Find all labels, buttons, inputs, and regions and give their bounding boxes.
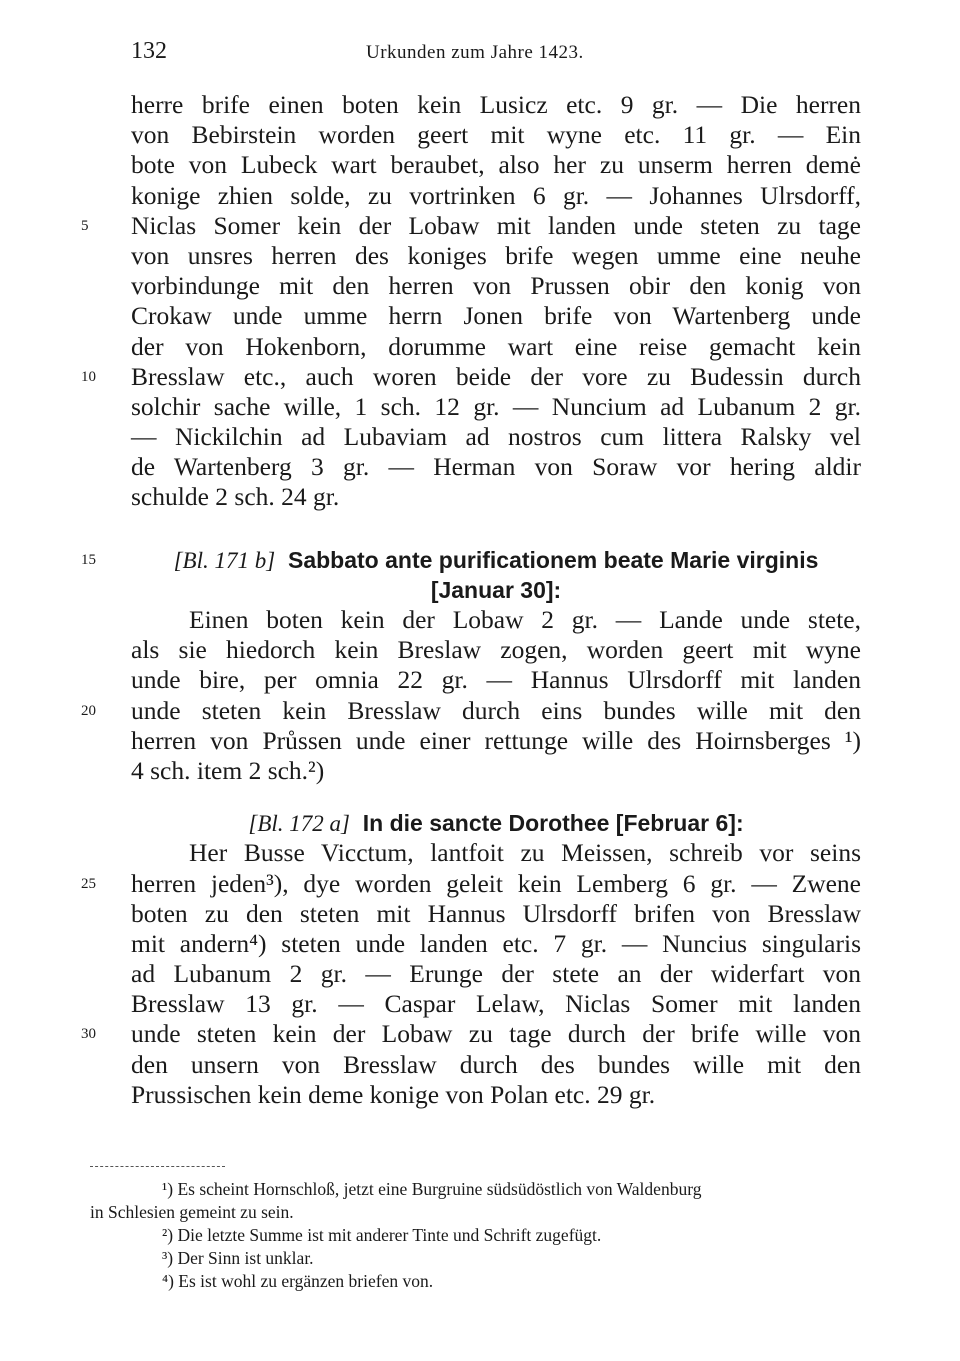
text-line: Her Busse Vicctum, lantfoit zu Meissen, schreib vor seins [189,838,861,868]
text-line: von Bebirstein worden geert mit wyne etc. 11 gr. — Ein [131,120,861,150]
section-2 [81,545,861,787]
text-line: 10 Bresslaw etc., auch woren beide der vore zu Budessin durch [81,361,861,391]
text-line: — Nickilchin ad Lubaviam ad nostros cum littera Ralsky vel [131,422,861,452]
text-line: der von Hokenborn, dorumme wart eine reise gemacht kein [131,331,861,361]
text-line: herren von Průssen unde einer rettunge wille des Hoirnsberges ¹) [131,725,861,755]
section-heading-date: [Januar 30]: [430,576,562,603]
line-number: 5 [81,217,89,234]
text-line: ad Lubanum 2 gr. — Erunge der stete an der widerfart von [131,959,861,989]
section-heading [131,808,861,838]
text-line: vorbindunge mit den herren von Prussen obir den konig von [131,271,861,301]
page-header [131,38,861,78]
main-text [81,90,861,1110]
text-line: unde bire, per omnia 22 gr. — Hannus Ulrsdorff mit landen [131,665,861,695]
text-line: 25 herren jeden³), dye worden geleit kein Lemberg 6 gr. — Zwene [81,868,861,898]
line-number: 10 [81,368,96,385]
text-line: solchir sache wille, 1 sch. 12 gr. — Nuncium ad Lubanum 2 gr. [131,391,861,421]
heading-title: In die sancte Dorothee [Februar 6]: [362,810,744,837]
text-line: 4 sch. item 2 sch.²) [131,755,325,785]
line-number: 30 [81,1026,96,1043]
folio-reference: [Bl. 171 b] [173,547,276,573]
text-line: Crokaw unde umme herrn Jonen brife von Wartenberg unde [131,301,861,331]
text-line: boten zu den steten mit Hannus Ulrsdorff brifen von Bresslaw [131,898,861,928]
section-heading [81,545,861,575]
text-line: Einen boten kein der Lobaw 2 gr. — Lande unde stete, [189,605,861,634]
text-line: von unsres herren des koniges brife wegen umme eine neuhe [131,240,861,270]
line-number: 20 [81,702,96,719]
line-number: 15 [81,551,96,568]
text-line: als sie hiedorch kein Breslaw zogen, worden geert mit wyne [131,635,861,665]
section-1 [81,90,861,513]
text-line: schulde 2 sch. 24 gr. [131,482,340,512]
text-line: 30 unde steten kein der Lobaw zu tage durch der brife wille von [81,1019,861,1049]
text-line: de Wartenberg 3 gr. — Herman von Soraw vor hering aldir [131,452,861,482]
folio-reference: [Bl. 172 a] [248,811,350,837]
running-head: Urkunden zum Jahre 1423. [366,42,584,63]
text-line: Prussischen kein deme konige von Polan etc. 29 gr. [131,1079,656,1109]
page-number: 132 [131,38,167,64]
text-line: bote von Lubeck wart beraubet, also her zu unserm herren demė [131,150,861,180]
section-3 [81,808,861,1110]
line-number: 25 [81,875,96,892]
footnote-1: ¹) Es scheint Hornschloß, jetzt eine Burgruine südsüdöstlich von Waldenburg in Schlesien gemeint zu sein. [90,1179,702,1222]
text-line: mit andern⁴) steten unde landen etc. 7 gr. — Nuncius singularis [131,928,861,958]
text-line: herre brife einen boten kein Lusicz etc. 9 gr. — Die herren [131,90,861,119]
heading-title: Sabbato ante purificationem beate Marie virginis [287,546,819,573]
text-line: Bresslaw 13 gr. — Caspar Lelaw, Niclas Somer mit landen [131,989,861,1019]
footnote-divider [90,1166,225,1167]
text-line: 5 Niclas Somer kein der Lobaw mit landen unde steten zu tage [81,210,861,240]
text-line: den unsern von Bresslaw durch des bundes wille mit den [131,1049,861,1079]
footnote-2: ²) Die letzte Summe ist mit anderer Tinte und Schrift zugefügt. [162,1225,602,1245]
footnotes [90,1178,861,1293]
footnote-3: ³) Der Sinn ist unklar. [162,1248,314,1268]
footnote-4: ⁴) Es ist wohl zu ergänzen briefen von. [162,1271,434,1291]
text-line: 20 unde steten kein Bresslaw durch eins bundes wille mit den [81,695,861,725]
text-line: konige zhien solde, zu vortrinken 6 gr. — Johannes Ulrsdorff, [131,180,861,210]
